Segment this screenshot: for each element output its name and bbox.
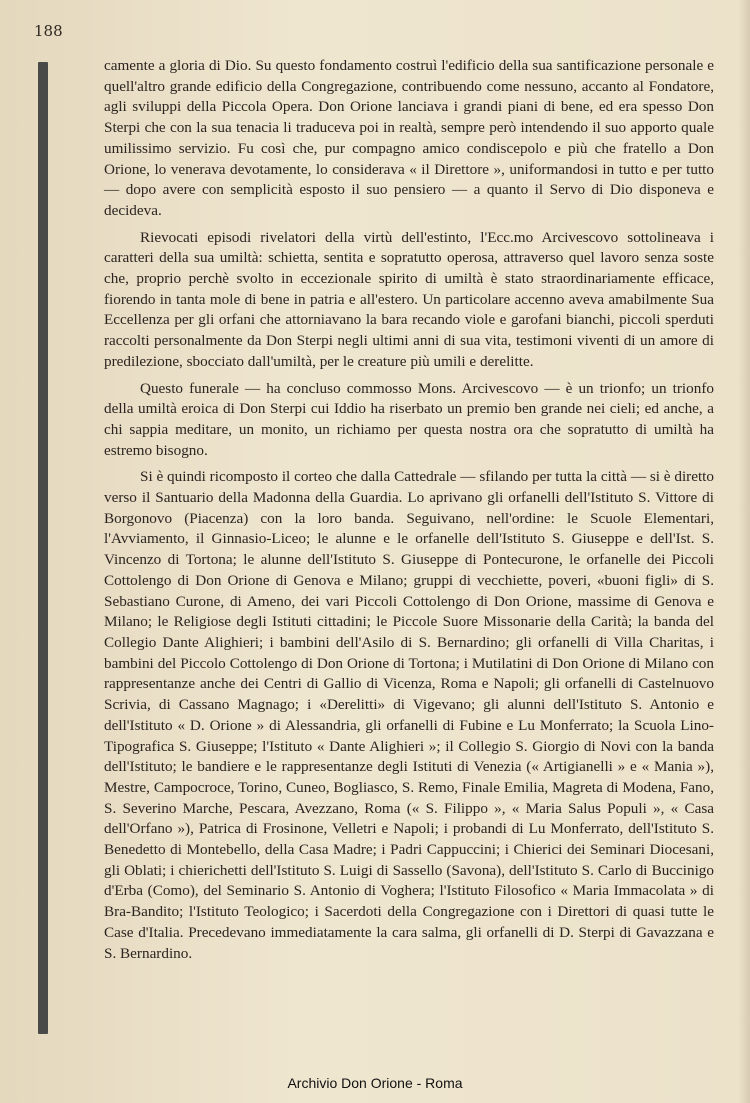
page-number: 188: [34, 22, 63, 40]
text-body: [104, 56, 714, 970]
paragraph: Questo funerale — ha concluso commosso Mons. Arcivescovo — è un trionfo; un trionfo della umiltà eroica di Don Sterpi cui Iddio ha riserbato un premio ben grande nei cieli; ed anche, a chi sappia meditare, un monito, un richiamo per questa nostra ora che sopratutto di umiltà ha estremo bisogno.: [104, 379, 714, 459]
paragraph: Si è quindi ricomposto il corteo che dalla Cattedrale — sfilando per tutta la città — si è diretto verso il Santuario della Madonna della Guardia. Lo aprivano gli orfanelli dell'Istituto S. Vittore di Borgonovo (Piacenza) con la loro banda. Seguivano, nell'ordine: le Scuole Elementari, l'Avviamento, il Ginnasio-Liceo; le alunne e le orfanelle dell'Istituto S. Giuseppe e dell'Ist. S. Vincenzo di Tortona; le alunne dell'Istituto S. Giuseppe di Pontecurone, le orfanelle dei Piccoli Cottolengo di Don Orione di Genova e Milano; gruppi di vecchiette, poveri, «buoni figli» di S. Sebastiano Curone, di Ameno, dei vari Piccoli Cottolengo di Don Orione, massime di Genova e Milano; le Religiose degli Istituti cittadini; le Piccole Suore Missonarie della Carità; la banda del Collegio Dante Alighieri; i bambini dell'Asilo di S. Bernardino; gli orfanelli di Villa Charitas, i bambini del Piccolo Cottolengo di Don Orione di Tortona; i Mutilatini di Don Orione di Milano con rappresentanze anche dei Centri di Gallio di Vicenza, Roma e Napoli; gli orfanelli di Castelnuovo Scrivia, di Cassano Magnago; i «Derelitti» di Vigevano; gli alunni dell'Istituto S. Antonio e dell'Istituto « D. Orione » di Alessandria, gli orfanelli di Fubine e Lu Monferrato; la Scuola Lino-Tipografica S. Giuseppe; l'Istituto « Dante Alighieri »; il Collegio S. Giorgio di Novi con la banda dell'Istituto; le bandiere e le rappresentanze degli Istituti di Venezia (« Artigianelli » e « Mania »), Mestre, Campocroce, Torino, Cuneo, Bogliasco, S. Remo, Finale Emilia, Magreta di Modena, Fano, S. Severino Marche, Pescara, Avezzano, Roma (« S. Filippo », « Maria Salus Populi », « Casa dell'Orfano »), Patrica di Frosinone, Velletri e Napoli; i probandi di Lu Monferrato, dell'Istituto S. Benedetto di Montebello, della Casa Madre; i Padri Cappuccini; i Chierici dei Seminari Diocesani, gli Oblati; i chierichetti dell'Istituto S. Luigi di Sassello (Savona), dell'Istituto S. Carlo di Buccinigo d'Erba (Como), del Seminario S. Antonio di Voghera; l'Istituto Filosofico « Maria Immacolata » di Bra-Bandito; l'Istituto Teologico; i Sacerdoti della Congregazione con i Direttori di quasi tutte le Case d'Italia. Precedevano immediatamente la cara salma, gli orfanelli di D. Sterpi di Gavazzana e S. Bernardino.: [104, 468, 714, 962]
page-edge-shadow: [738, 0, 750, 1103]
archive-footer: Archivio Don Orione - Roma: [287, 1075, 463, 1091]
margin-bar: [38, 62, 48, 1034]
paragraph-continuation: camente a gloria di Dio. Su questo fondamento costruì l'edificio della sua santificazione personale e quell'altro grande edificio della Congregazione, contribuendo come nessuno, accanto al Fondatore, agli sviluppi della Piccola Opera. Don Orione lanciava i grandi piani di bene, ed era spesso Don Sterpi che con la sua tenacia li traduceva poi in realtà, sempre però intendendo il suo apporto quale umilissimo servizio. Fu così che, pur compagno amico condiscepolo e più che fratello a Don Orione, lo venerava devotamente, lo considerava « il Direttore », uniformandosi in tutto e per tutto — dopo avere con semplicità esposto il suo pensiero — a quanto il Servo di Dio disponeva e decideva.: [104, 57, 714, 219]
paragraph: Rievocati episodi rivelatori della virtù dell'estinto, l'Ecc.mo Arcivescovo sottolineava i caratteri della sua umiltà: schietta, sentita e sopratutto operosa, attraverso quel lavoro senza soste che, proprio perchè svolto in eccezionale spirito di umiltà è stato straordinariamente efficace, fiorendo in tanta mole di bene in patria e all'estero. Un particolare accenno aveva amabilmente Sua Eccellenza per gli orfani che attorniavano la bara recando viole e garofani bianchi, piccoli sperduti raccolti personalmente da Don Sterpi negli ultimi anni di sua vita, testimoni viventi di un amore di predilezione, sbocciato dall'umiltà, per le creature più umili e derelitte.: [104, 228, 714, 370]
